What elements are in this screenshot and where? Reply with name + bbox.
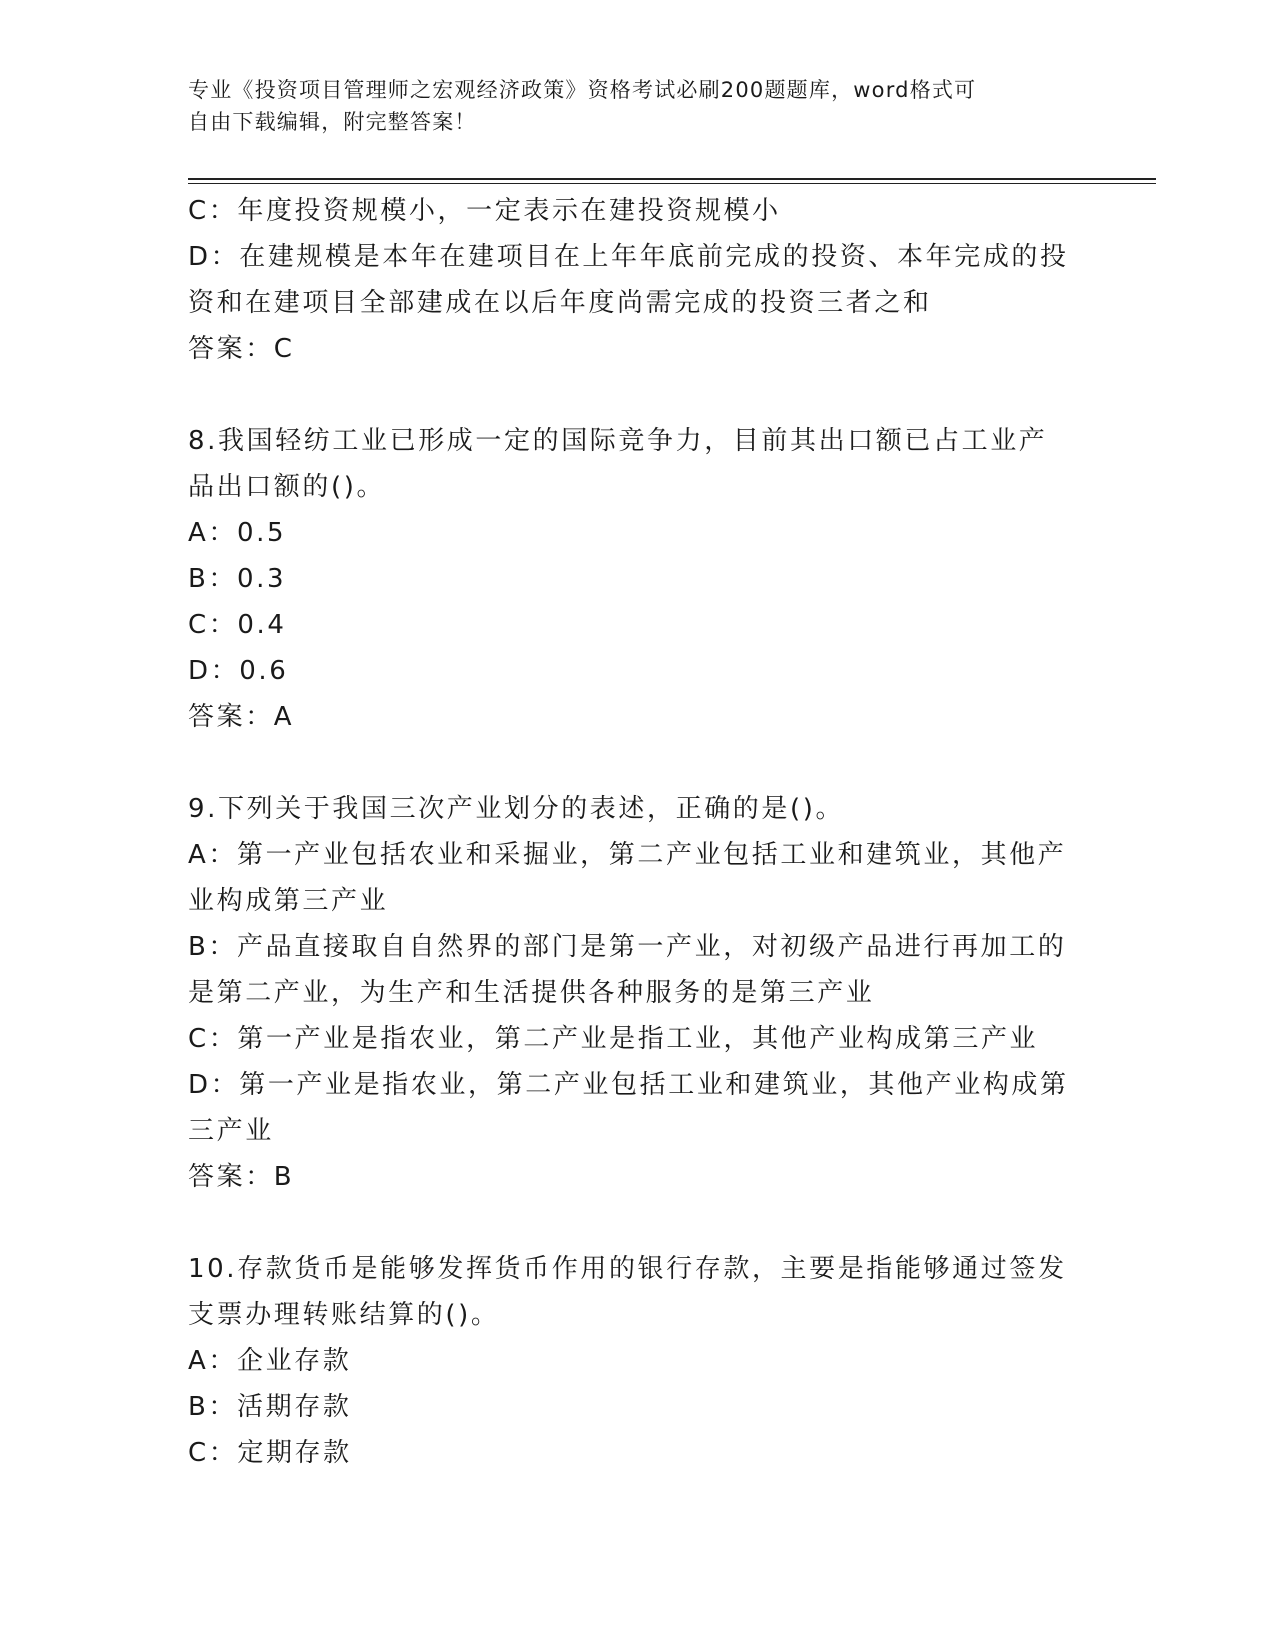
q9-option-d-line-2: 三产业 (188, 1116, 274, 1146)
spacer (188, 372, 1088, 418)
q7-option-d-line-1: D：在建规模是本年在建项目在上年年底前完成的投资、本年完成的投 (188, 242, 1069, 272)
q10-option-b: B：活期存款 (188, 1392, 352, 1422)
header-title-line-2: 自由下载编辑，附完整答案！ (188, 110, 477, 134)
q10-option-a: A：企业存款 (188, 1346, 352, 1376)
q9-option-a-line-1: A：第一产业包括农业和采掘业，第二产业包括工业和建筑业，其他产 (188, 840, 1067, 870)
q8-option-c: C：0.4 (188, 610, 287, 640)
q7-option-d-line-2: 资和在建项目全部建成在以后年度尚需完成的投资三者之和 (188, 288, 932, 318)
q10-stem-line-2: 支票办理转账结算的()。 (188, 1300, 500, 1330)
q8-stem-line-1: 8.我国轻纺工业已形成一定的国际竞争力，目前其出口额已占工业产 (188, 426, 1048, 456)
question-content (188, 188, 1088, 1476)
question-7-tail (188, 188, 1088, 372)
question-9 (188, 786, 1088, 1200)
q9-option-b-line-2: 是第二产业，为生产和生活提供各种服务的是第三产业 (188, 978, 875, 1008)
header-divider-thin (188, 183, 1156, 184)
header-title-line-1: 专业《投资项目管理师之宏观经济政策》资格考试必刷200题题库，word格式可 (188, 78, 977, 102)
header-divider-thick (188, 178, 1156, 180)
q9-option-b-line-1: B：产品直接取自自然界的部门是第一产业，对初级产品进行再加工的 (188, 932, 1067, 962)
spacer (188, 1200, 1088, 1246)
question-8 (188, 418, 1088, 740)
q8-stem-line-2: 品出口额的()。 (188, 472, 386, 502)
q9-stem: 9.下列关于我国三次产业划分的表述，正确的是()。 (188, 794, 845, 824)
question-10 (188, 1246, 1088, 1476)
q10-option-c: C：定期存款 (188, 1438, 352, 1468)
q8-option-b: B：0.3 (188, 564, 287, 594)
q9-option-c: C：第一产业是指农业，第二产业是指工业，其他产业构成第三产业 (188, 1024, 1039, 1054)
q10-stem-line-1: 10.存款货币是能够发挥货币作用的银行存款，主要是指能够通过签发 (188, 1254, 1067, 1284)
document-header (188, 74, 1088, 138)
q8-option-d: D：0.6 (188, 656, 289, 686)
spacer (188, 740, 1088, 786)
q9-option-a-line-2: 业构成第三产业 (188, 886, 389, 916)
q8-option-a: A：0.5 (188, 518, 287, 548)
q7-answer: 答案：C (188, 334, 295, 364)
q9-answer: 答案：B (188, 1162, 295, 1192)
q7-option-c: C：年度投资规模小，一定表示在建投资规模小 (188, 196, 781, 226)
q9-option-d-line-1: D：第一产业是指农业，第二产业包括工业和建筑业，其他产业构成第 (188, 1070, 1069, 1100)
q8-answer: 答案：A (188, 702, 295, 732)
